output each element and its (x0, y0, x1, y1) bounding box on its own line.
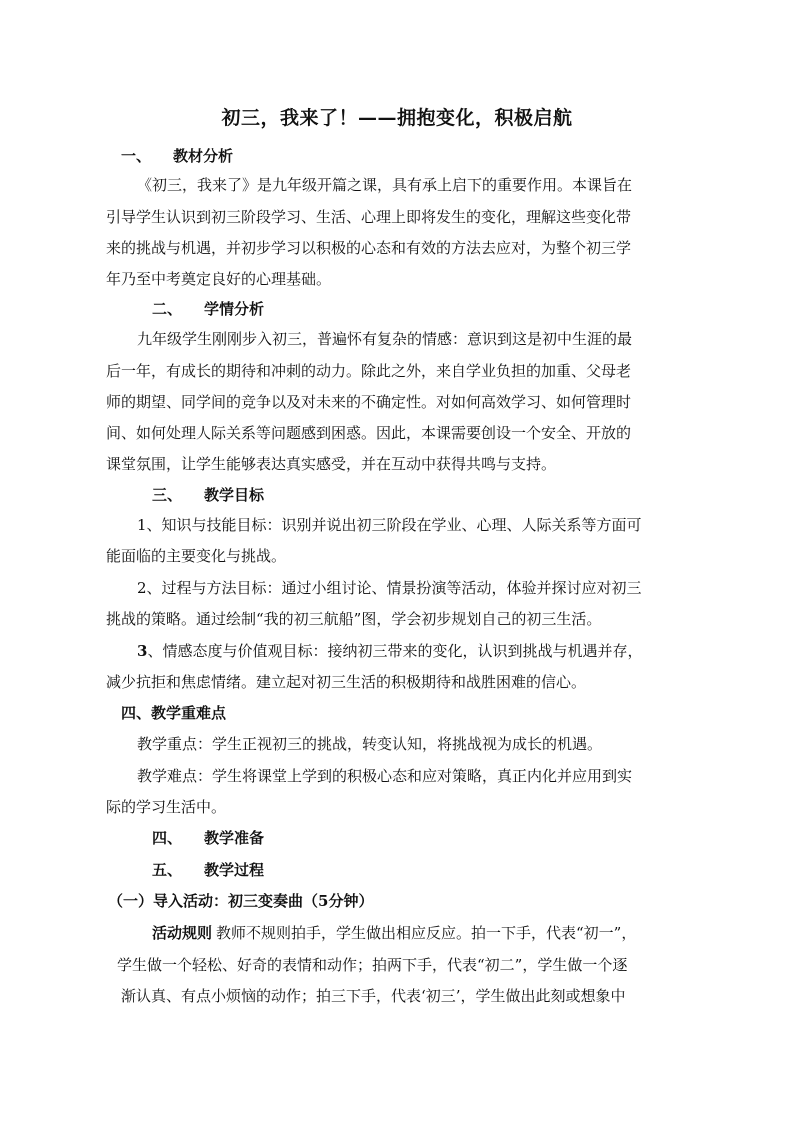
section-5-number: 四、 (152, 829, 183, 847)
s2-line-5: 课堂氛围，让学生能够表达真实感受，并在互动中获得共鸣与支持。 (106, 455, 557, 473)
section-6-title: 教学过程 (204, 861, 265, 879)
s3-line-2: 能面临的主要变化与挑战。 (106, 547, 287, 565)
section-3-heading (152, 485, 264, 505)
s2-line-1: 九年级学生刚刚步入初三，普遍怀有复杂的情感：意识到这是初中生涯的最 (137, 330, 633, 348)
section-1-title: 教材分析 (173, 147, 234, 165)
s2-line-4: 间、如何处理人际关系等问题感到困惑。因此，本课需要创设一个安全、开放的 (106, 424, 632, 442)
s7-line-2: 学生做一个轻松、好奇的表情和动作；拍两下手，代表“初二”，学生做一个逐 (117, 956, 628, 974)
s1-line-2: 引导学生认识到初三阶段学习、生活、心理上即将发生的变化，理解这些变化带 (106, 208, 632, 226)
section-5-title: 教学准备 (204, 829, 265, 847)
section-1-number: 一、 (121, 147, 152, 165)
s7-line-1 (152, 923, 636, 943)
rule-text: 教师不规则拍手，学生做出相应反应。拍一下手，代表“初一”， (216, 924, 637, 942)
rule-label: 活动规则 (152, 924, 213, 942)
s4-line-1: 教学重点：学生正视初三的挑战，转变认知，将挑战视为成长的机遇。 (137, 735, 603, 753)
section-6-heading (152, 860, 264, 880)
section-3-title: 教学目标 (204, 486, 265, 504)
s4-line-2: 教学难点：学生将课堂上学到的积极心态和应对策略，真正内化并应用到实 (137, 767, 633, 785)
s3-line-4: 挑战的策略。通过绘制“我的初三航船”图，学会初步规划自己的初三生活。 (106, 610, 602, 628)
section-4-heading: 四、教学重难点 (121, 704, 227, 722)
section-5-heading (152, 828, 264, 848)
s2-line-2: 后一年，有成长的期待和冲刺的动力。除此之外，来自学业负担的加重、父母老 (106, 362, 632, 380)
s1-line-3: 来的挑战与机遇，并初步学习以积极的心态和有效的方法去应对，为整个初三学 (106, 239, 632, 257)
s1-line-4: 年乃至中考奠定良好的心理基础。 (106, 270, 332, 288)
goal-3-number: 3 (137, 642, 148, 660)
s1-line-1: 《初三，我来了》是九年级开篇之课，具有承上启下的重要作用。本课旨在 (137, 176, 633, 194)
section-3-number: 三、 (152, 486, 183, 504)
s2-line-3: 师的期望、同学间的竞争以及对未来的不确定性。对如何高效学习、如何管理时 (106, 393, 632, 411)
s4-line-3: 际的学习生活中。 (106, 798, 227, 816)
section-6-number: 五、 (152, 861, 183, 879)
section-2-title: 学情分析 (204, 300, 265, 318)
goal-3-text: 、情感态度与价值观目标：接纳初三带来的变化，认识到挑战与机遇并存， (147, 642, 643, 660)
document-title: 初三，我来了！——拥抱变化，积极启航 (221, 107, 573, 129)
activity-heading: （一）导入活动：初三变奏曲（5分钟） (108, 892, 374, 910)
s3-line-5 (137, 641, 642, 661)
section-2-number: 二、 (152, 300, 183, 318)
section-1-heading (121, 146, 233, 166)
s7-line-3: 渐认真、有点小烦恼的动作；拍三下手，代表‘初三’，学生做出此刻或想象中 (121, 987, 626, 1005)
s3-line-1: 1、知识与技能目标：识别并说出初三阶段在学业、心理、人际关系等方面可 (137, 516, 642, 534)
s3-line-6: 减少抗拒和焦虑情绪。建立起对初三生活的积极期待和战胜困难的信心。 (106, 673, 587, 691)
s3-line-3: 2、过程与方法目标：通过小组讨论、情景扮演等活动，体验并探讨应对初三 (137, 579, 642, 597)
section-2-heading (152, 299, 264, 319)
